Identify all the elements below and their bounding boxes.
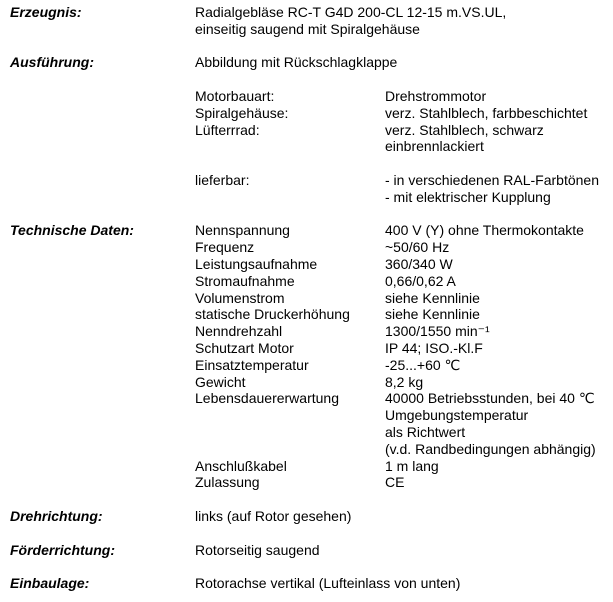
property-name: Radialgebläse RC-T G4D 200-CL 12-15 m.VS.UL,: [195, 4, 507, 20]
property-value: CE: [385, 474, 405, 491]
property-value: (v.d. Randbedingungen abhängig): [385, 440, 596, 457]
property-name: einseitig saugend mit Spiralgehäuse: [195, 20, 420, 37]
spacer-row: [10, 155, 613, 172]
spec-row: [10, 172, 613, 189]
property-name: links (auf Rotor gesehen): [195, 507, 352, 524]
spec-row: [10, 138, 613, 155]
property-name: Volumenstrom: [195, 289, 285, 306]
spec-row: [10, 340, 613, 357]
spec-row: [10, 357, 613, 374]
property-value: 40000 Betriebsstunden, bei 40 ℃: [385, 390, 595, 407]
section-label: Erzeugnis:: [10, 4, 82, 20]
property-value: -25...+60 ℃: [385, 356, 461, 373]
property-value: - mit elektrischer Kupplung: [385, 188, 551, 205]
spacer-row: [10, 491, 613, 508]
property-name: Rotorseitig saugend: [195, 541, 320, 558]
property-name: Stromaufnahme: [195, 272, 295, 289]
property-value: Umgebungstemperatur: [385, 407, 529, 424]
spec-row: [10, 474, 613, 491]
spacer-row: [10, 38, 613, 55]
property-name: Gewicht: [195, 373, 246, 390]
spacer-row: [10, 71, 613, 88]
property-value: IP 44; ISO.-Kl.F: [385, 339, 483, 356]
spec-row: [10, 54, 613, 71]
spacer-row: [10, 206, 613, 223]
property-name: Abbildung mit Rückschlagklappe: [195, 54, 398, 71]
spec-row: [10, 88, 613, 105]
spec-row: [10, 575, 613, 592]
property-value: 400 V (Y) ohne Thermokontakte: [385, 222, 584, 239]
property-name: Nenndrehzahl: [195, 323, 283, 340]
spec-row: [10, 441, 613, 458]
property-name: Spiralgehäuse:: [195, 104, 289, 121]
property-value: 8,2 kg: [385, 373, 424, 390]
section-label: Förderrichtung:: [10, 541, 115, 558]
section-label: Drehrichtung:: [10, 507, 103, 524]
spec-row: [10, 239, 613, 256]
property-name: Nennspannung: [195, 222, 290, 239]
property-value: ~50/60 Hz: [385, 239, 450, 256]
property-value: verz. Stahlblech, schwarz: [385, 121, 544, 138]
property-name: lieferbar:: [195, 171, 250, 188]
spec-row: [10, 374, 613, 391]
spec-row: [10, 4, 613, 21]
spacer-row: [10, 558, 613, 575]
property-name: Motorbauart:: [195, 87, 275, 104]
spec-row: [10, 407, 613, 424]
spec-row: [10, 390, 613, 407]
spec-row: [10, 273, 613, 290]
property-name: Schutzart Motor: [195, 339, 294, 356]
property-value: einbrennlackiert: [385, 138, 484, 155]
spec-row: [10, 323, 613, 340]
property-name: Anschlußkabel: [195, 457, 287, 474]
property-name: Lebensdauererwartung: [195, 390, 339, 407]
property-value: 1 m lang: [385, 457, 439, 474]
section-label: Ausführung:: [10, 54, 94, 71]
spec-row: [10, 290, 613, 307]
property-name: Leistungsaufnahme: [195, 255, 318, 272]
property-value: verz. Stahlblech, farbbeschichtet: [385, 104, 588, 121]
property-name: Zulassung: [195, 474, 260, 491]
spec-row: [10, 21, 613, 38]
property-value: als Richtwert: [385, 423, 466, 440]
spec-row: [10, 458, 613, 475]
spec-row: [10, 306, 613, 323]
property-name: Einsatztemperatur: [195, 356, 309, 373]
spacer-row: [10, 525, 613, 542]
spec-row: [10, 542, 613, 559]
property-value: - in verschiedenen RAL-Farbtönen: [385, 171, 600, 188]
spec-row: [10, 189, 613, 206]
property-name: Rotorachse vertikal (Lufteinlass von unten): [195, 575, 461, 592]
spec-row: [10, 222, 613, 239]
spec-row: [10, 122, 613, 139]
property-value: 0,66/0,62 A: [385, 272, 456, 289]
section-label: Technische Daten:: [10, 222, 134, 239]
section-label: Einbaulage:: [10, 575, 90, 592]
spec-row: [10, 256, 613, 273]
property-value: 1300/1550 min⁻¹: [385, 323, 490, 340]
spec-row: [10, 508, 613, 525]
property-value: Drehstrommotor: [385, 87, 487, 104]
property-value: 360/340 W: [385, 255, 453, 272]
property-value: siehe Kennlinie: [385, 306, 480, 323]
property-name: Lüfterrrad:: [195, 121, 260, 138]
spec-row: [10, 424, 613, 441]
spec-row: [10, 105, 613, 122]
property-value: siehe Kennlinie: [385, 289, 480, 306]
property-name: statische Druckerhöhung: [195, 306, 350, 323]
property-name: Frequenz: [195, 239, 255, 256]
